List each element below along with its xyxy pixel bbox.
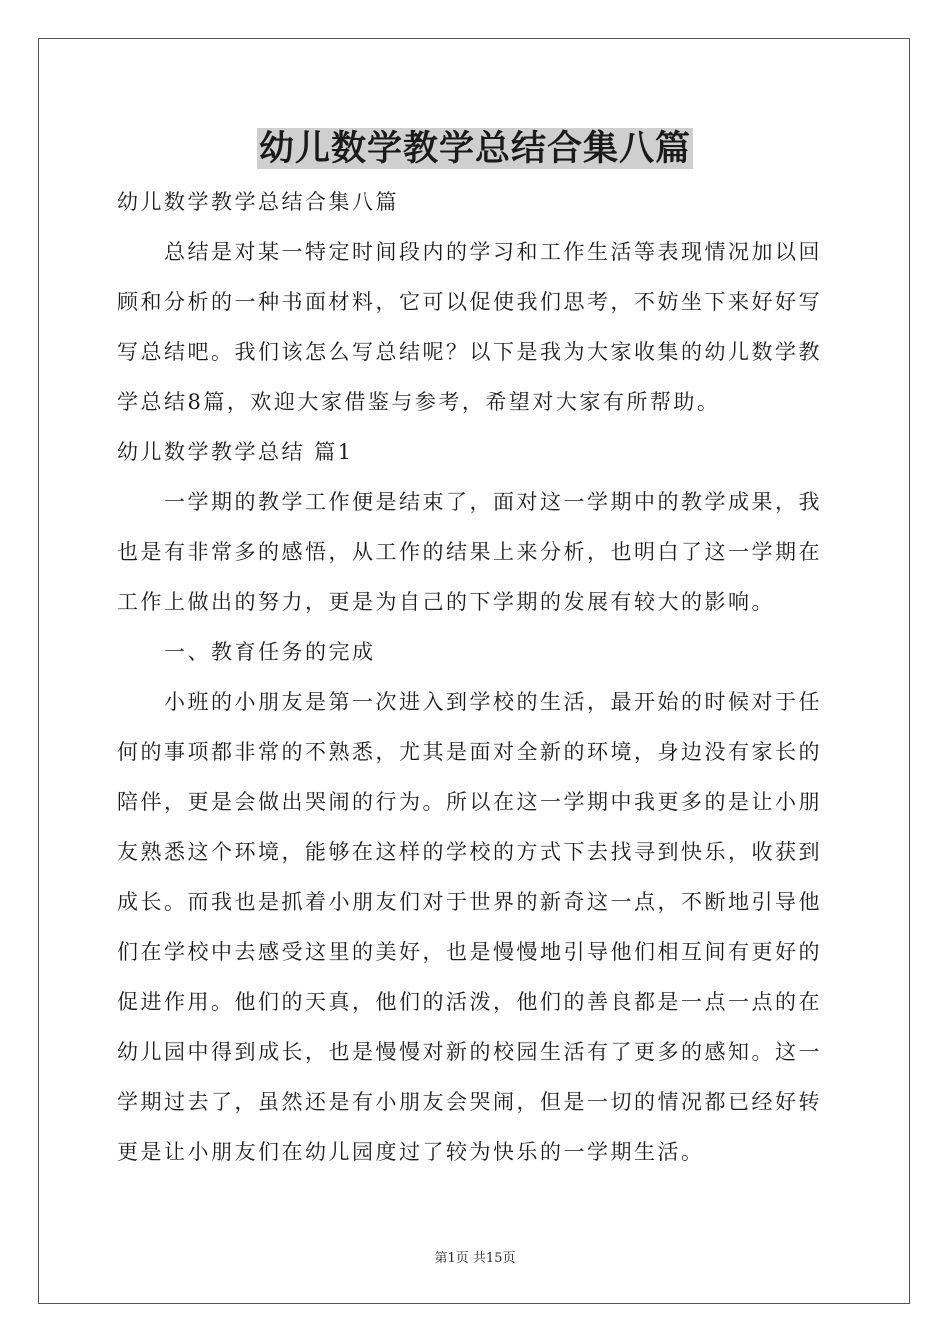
intro-line: 学总结8篇，欢迎大家借鉴与参考，希望对大家有所帮助。 <box>117 390 721 414</box>
paragraph-line: 小班的小朋友是第一次进入到学校的生活，最开始的时候对于任 <box>164 690 822 714</box>
paragraph-line: 促进作用。他们的天真，他们的活泼，他们的善良都是一点一点的在 <box>117 990 822 1014</box>
paragraph-line: 友熟悉这个环境，能够在这样的学校的方式下去找寻到快乐，收获到 <box>117 840 822 864</box>
section-heading: 幼儿数学教学总结 篇1 <box>117 440 354 464</box>
document-title-text: 幼儿数学教学总结合集八篇 <box>258 128 691 169</box>
intro-line: 顾和分析的一种书面材料，它可以促使我们思考，不妨坐下来好好写 <box>117 290 822 314</box>
subheading-education-tasks: 一、教育任务的完成 <box>164 640 376 664</box>
page-number-footer: 第1页 共15页 <box>434 1251 516 1266</box>
intro-line: 写总结吧。我们该怎么写总结呢？以下是我为大家收集的幼儿数学教 <box>117 340 822 364</box>
paragraph-line: 们在学校中去感受这里的美好，也是慢慢地引导他们相互间有更好的 <box>117 940 822 964</box>
paragraph-line: 陪伴，更是会做出哭闹的行为。所以在这一学期中我更多的是让小朋 <box>117 790 822 814</box>
intro-line: 总结是对某一特定时间段内的学习和工作生活等表现情况加以回 <box>164 240 822 264</box>
intro-paragraph <box>117 227 835 427</box>
section1-paragraph-2 <box>117 677 835 1177</box>
paragraph-line: 何的事项都非常的不熟悉，尤其是面对全新的环境，身边没有家长的 <box>117 740 822 764</box>
paragraph-line: 工作上做出的努力，更是为自己的下学期的发展有较大的影响。 <box>117 590 775 614</box>
paragraph-line: 学期过去了，虽然还是有小朋友会哭闹，但是一切的情况都已经好转 <box>117 1090 822 1114</box>
paragraph-line: 成长。而我也是抓着小朋友们对于世界的新奇这一点，不断地引导他 <box>117 890 822 914</box>
paragraph-line: 一学期的教学工作便是结束了，面对这一学期中的教学成果，我 <box>164 490 822 514</box>
document-title <box>0 124 950 174</box>
paragraph-line: 更是让小朋友们在幼儿园度过了较为快乐的一学期生活。 <box>117 1140 705 1164</box>
document-body <box>117 177 835 1177</box>
paragraph-line: 幼儿园中得到成长，也是慢慢对新的校园生活有了更多的感知。这一 <box>117 1040 822 1064</box>
document-subtitle: 幼儿数学教学总结合集八篇 <box>117 190 399 214</box>
paragraph-line: 也是有非常多的感悟，从工作的结果上来分析，也明白了这一学期在 <box>117 540 822 564</box>
section1-paragraph-1 <box>117 477 835 627</box>
